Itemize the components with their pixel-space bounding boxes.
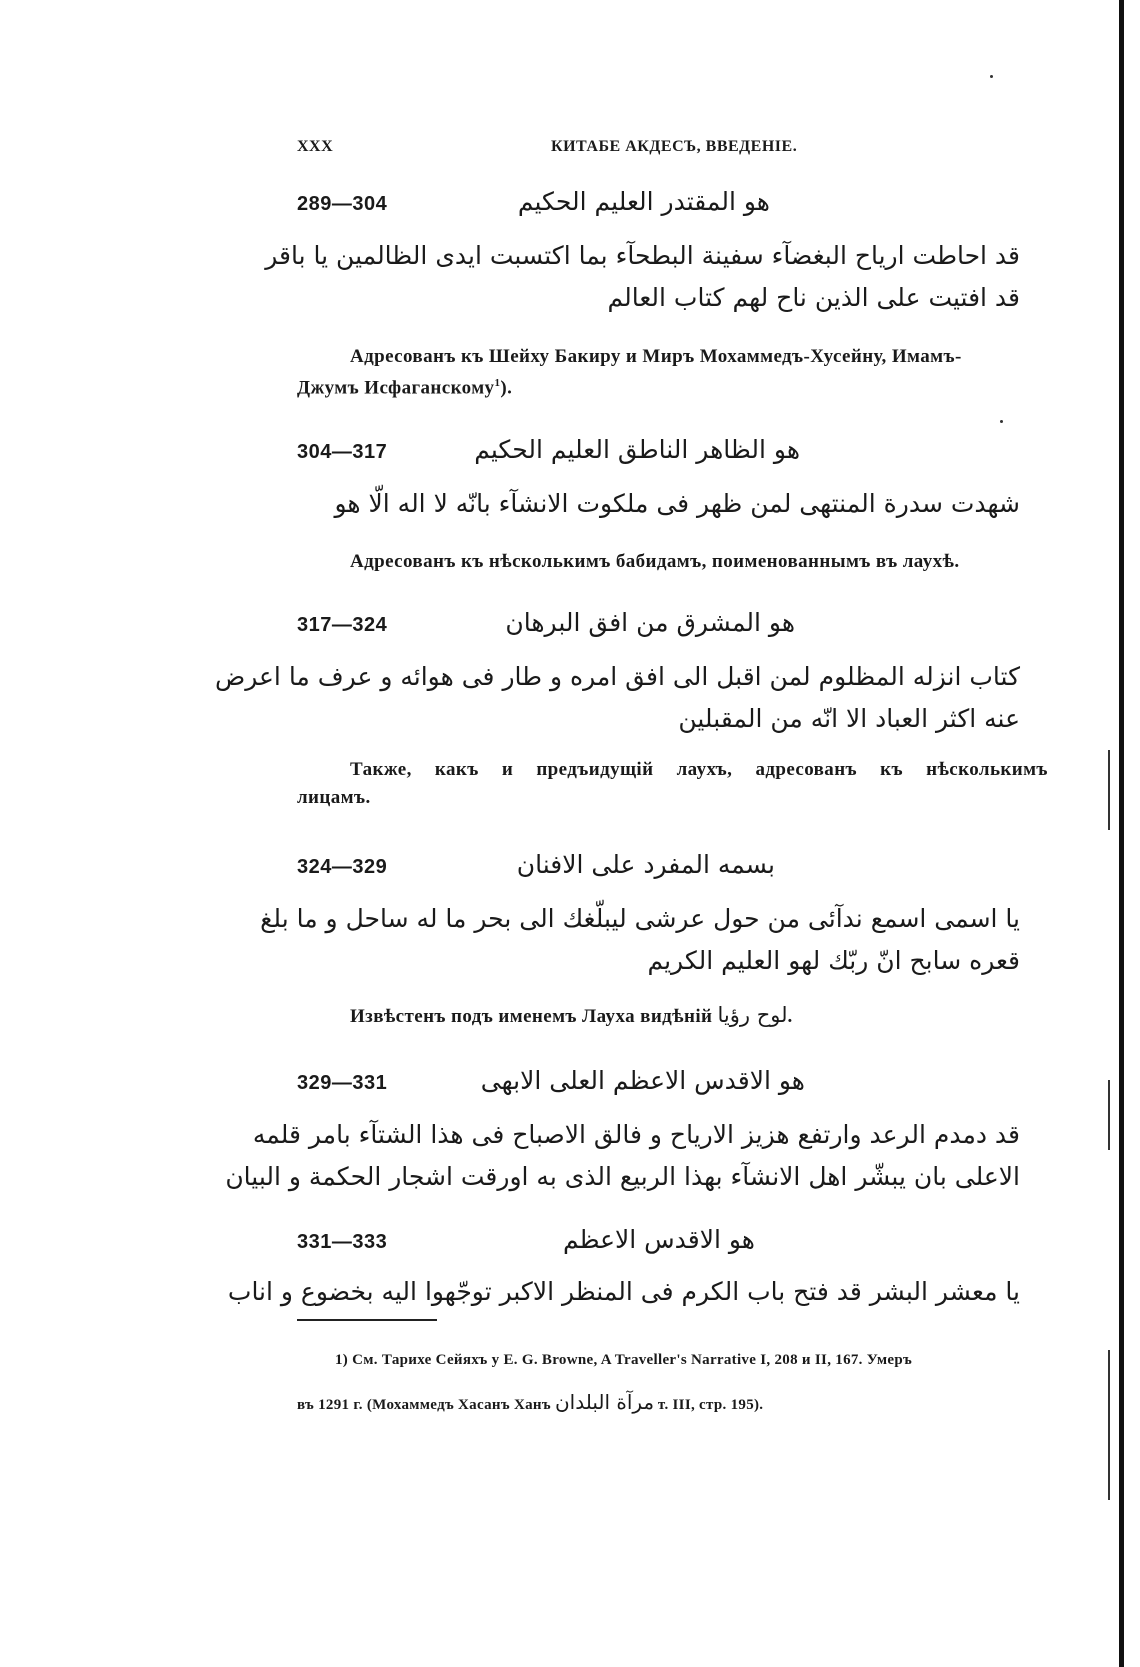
arabic-line: عنه اكثر العباد الا انّه من المقبلين [678,704,1020,733]
footnote-text-end: т. III, стр. 195). [657,1397,764,1413]
tablet-heading: هو المقتدر العليم الحکیم [517,187,770,216]
speck [1000,420,1003,423]
page-header [297,138,1019,162]
note-line: Адресованъ къ Шейху Бакиру и Миръ Мохаммедъ-Хусейну, Имамъ- [350,346,962,367]
note-end: . [787,1006,793,1027]
note-line: лицамъ. [297,787,371,808]
footnote-line [297,1390,763,1414]
speck [990,75,993,78]
tablet-range: 317—324 [297,614,388,636]
tablet-heading: بسمه المفرد على الافنان [516,850,775,879]
arabic-line: قعره سابح انّ ربّك لهو العليم الكريم [647,946,1020,975]
arabic-line: قد احاطت ارياح البغضآء سفينة البطحآء بما اکتسبت ايدى الظالمين يا باقر [265,241,1020,270]
arabic-line: قد افتيت على الذين ناح لهم كتاب العالم [607,283,1020,312]
running-title: КИТАБЕ АКДЕСЪ, ВВЕДЕНІЕ. [551,138,798,155]
footnote-ref: 1 [494,377,501,389]
tablet-range: 304—317 [297,441,388,463]
footnote-text: въ 1291 г. (Мохаммедъ Хасанъ Ханъ [297,1397,551,1413]
arabic-line: يا معشر البشر قد فتح باب الكرم فى المنظر الاكبر توجّهوا اليه بخضوع و اناب [227,1277,1020,1306]
arabic-line: يا اسمى اسمع ندآئى من حول عرشى ليبلّغك الى بحر ما له ساحل و ما بلغ [260,904,1020,933]
note-arabic: لوح رؤيا [717,1003,788,1027]
arabic-line: شهدت سدرة المنتهى لمن ظهر فى ملكوت الانشآء بانّه لا اله الّا هو [334,489,1020,518]
tablet-range: 331—333 [297,1231,388,1253]
tablet-range: 329—331 [297,1072,388,1094]
page-number: XXX [297,138,334,155]
footnote-arabic: مرآة البلدان [554,1390,655,1414]
tablet-range: 324—329 [297,856,388,878]
note-end: ). [500,377,513,399]
footnote-line: 1) См. Тарихе Сейяхъ у E. G. Browne, A Traveller's Narrative I, 208 и II, 167. Умеръ [335,1352,913,1368]
note-text: Джумъ Исфаганскому [297,377,495,399]
arabic-line: كتاب انزله المظلوم لمن اقبل الى افق امره و طار فى هوائه و عرف ما اعرض [214,662,1020,691]
margin-mark [1108,1080,1110,1150]
arabic-line: قد دمدم الرعد وارتفع هزيز الارياح و فالق الاصباح فى هذا الشتآء بامر قلمه [252,1120,1020,1149]
tablet-heading: هو الاقدس الاعظم [562,1225,755,1254]
tablet-heading: هو المشرق من افق البرهان [505,608,795,637]
note-text: Извѣстенъ подъ именемъ Лауха видѣній [350,1006,713,1027]
margin-mark [1108,750,1110,830]
footnote-rule [297,1319,437,1321]
note-line: Также, какъ и предъидущій лаухъ, адресованъ къ нѣсколькимъ [350,759,1048,780]
note-line: Адресованъ къ нѣсколькимъ бабидамъ, поименованнымъ въ лаухѣ. [350,551,960,572]
tablet-heading: هو الظاهر الناطق العليم الحکیم [474,435,800,464]
margin-mark [1108,1350,1110,1500]
page-edge-shadow [1119,0,1124,1667]
tablet-heading: هو الاقدس الاعظم العلى الابهى [480,1066,805,1095]
arabic-line: الاعلى بان يبشّر اهل الانشآء بهذا الربيع الذى به اورقت اشجار الحكمة و البيان [225,1162,1020,1191]
note-line [297,370,512,401]
note-line [350,1002,792,1030]
tablet-range: 289—304 [297,193,388,215]
